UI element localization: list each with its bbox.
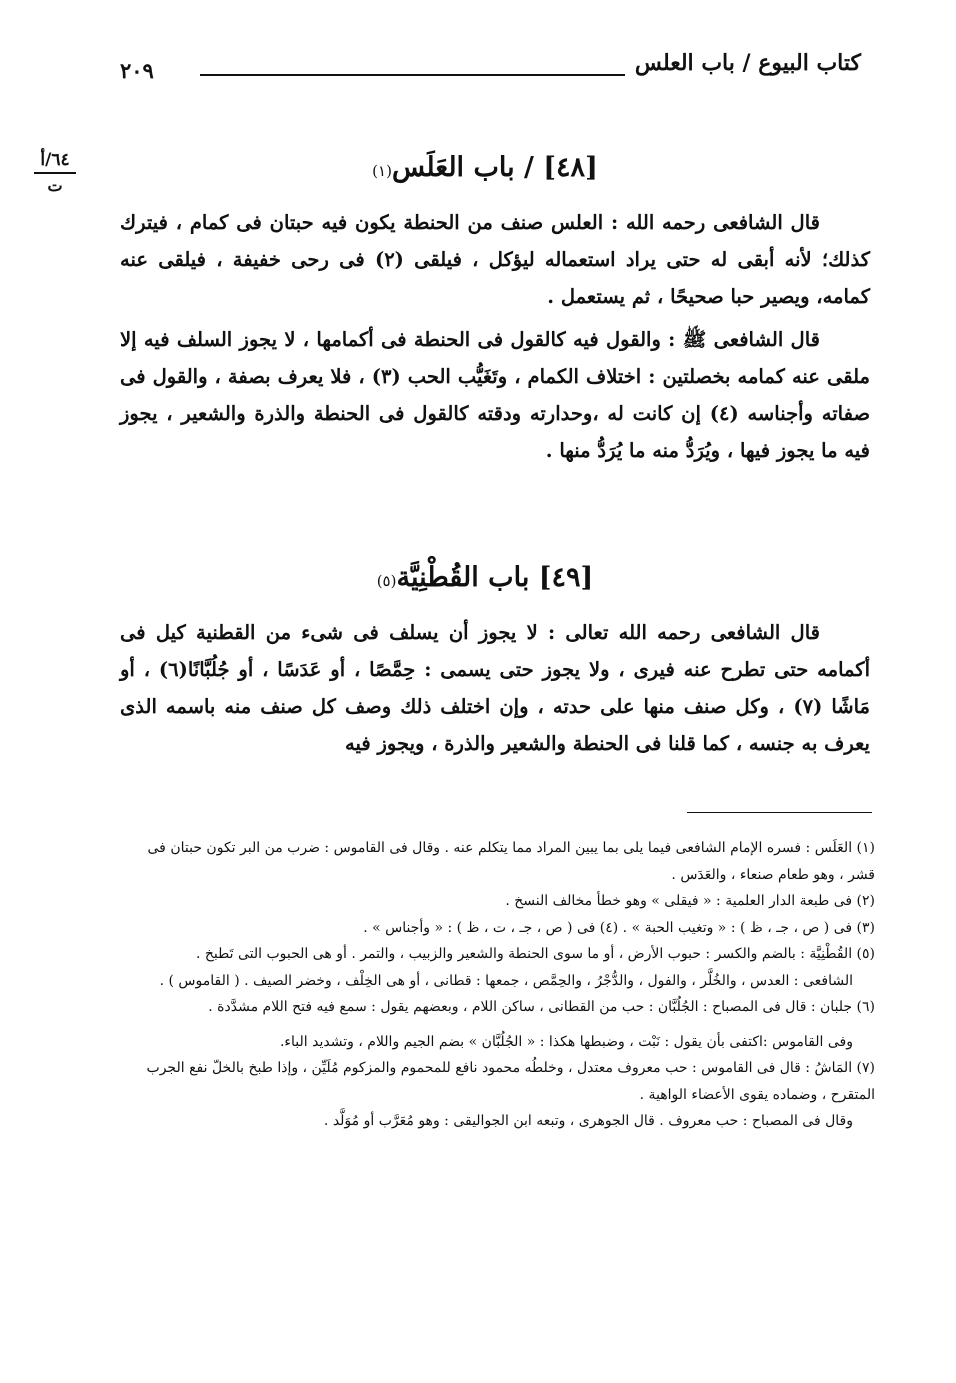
section-title-49-footnote-mark: (٥) bbox=[376, 572, 397, 590]
section-49-body bbox=[120, 614, 870, 762]
footnote-separator bbox=[687, 812, 872, 813]
section-title-48-text: [٤٨] / باب العَلَس bbox=[391, 152, 598, 183]
margin-folio-letter: ت bbox=[47, 176, 63, 195]
footnote-4: (٥) القُطْنِيَّة : بالضم والكسر : حبوب الأرض ، أو ما سوى الحنطة والشعير والزبيب ، والتمر . أو هى الحبوب التى تَطبخ . bbox=[195, 946, 875, 962]
footnote-2: (٢) فى طبعة الدار العلمية : « فيقلى » وهو خطأ مخالف النسخ . bbox=[505, 893, 875, 909]
footnote-7: وفى القاموس :اكتفى بأن يقول : نَبْت ، وضبطها هكذا : « الجُلُبَّان » بضم الجيم واللام ، وتشديد الباء. bbox=[279, 1033, 853, 1050]
margin-folio-number: ٦٤/أ bbox=[34, 150, 75, 174]
footnote-1: (١) العَلَس : فسره الإمام الشافعى فيما يلى بما يبين المراد مما يتكلم عنه . وقال فى القاموس : ضرب من البر تكون حبتان فى قشر ، وهو طعام صنعاء ، والعَدَس . bbox=[147, 840, 875, 883]
section-48-paragraph-1: قال الشافعى رحمه الله : العلس صنف من الحنطة يكون فيه حبتان فى كمام ، فيترك كذلك؛ لأنه أبقى له حتى يراد استعماله ليؤكل ، فيلقى (٢) فى رحى خفيفة ، فيلقى عنه كمامه، ويصير حبا صحيحًا ، ثم يستعمل . bbox=[120, 211, 870, 308]
page-number: ٢٠٩ bbox=[120, 58, 154, 83]
footnote-9: وقال فى المصباح : حب معروف . قال الجوهرى ، وتبعه ابن الجواليقى : وهو مُعَرَّب أو مُوَلَّد . bbox=[323, 1113, 853, 1129]
footnote-6: (٦) جلبان : قال فى المصباح : الجُلُبَّان : حب من القطانى ، ساكن اللام ، وبعضهم يقول : سمع فيه فتح اللام مشدَّدة . bbox=[208, 999, 875, 1015]
section-title-48 bbox=[100, 152, 870, 183]
footnote-8: (٧) المَاشُ : قال فى القاموس : حب معروف معتدل ، وخلطُه محمود نافع للمحموم والمزكوم مُلَيِّن ، وإذا طبخ بالخلّ نفع الجرب المتقرح ، وضماده يقوى الأعضاء الواهية . bbox=[146, 1060, 875, 1103]
section-48-body bbox=[120, 204, 870, 469]
footnote-3: (٣) فى ( ص ، جـ ، ظ ) : « وتغيب الحبة » . (٤) فى ( ص ، جـ ، ت ، ظ ) : « وأجناس » . bbox=[363, 919, 875, 936]
header-rule bbox=[200, 74, 625, 76]
section-title-48-footnote-mark: (١) bbox=[372, 162, 392, 180]
section-title-49-text: [٤٩] باب القُطْنِيَّة bbox=[396, 562, 594, 593]
margin-folio-note bbox=[20, 150, 90, 195]
footnotes bbox=[120, 835, 875, 1135]
section-48-paragraph-2: قال الشافعى ﷺ : والقول فيه كالقول فى الحنطة فى أكمامها ، لا يجوز السلف فيه إلا ملقى عنه كمامه بخصلتين : اختلاف الكمام ، وتَغَيُّب الحب (٣) ، فلا يعرف بصفة ، والقول فى صفاته وأجناسه (٤) إن كانت له ،وحدارته ودقته كالقول فى الحنطة والذرة والشعير ، يجوز فيه ما يجوز فيها ، ويُرَدُّ منه ما يُرَدُّ منها . bbox=[120, 328, 871, 462]
footnote-5: الشافعى : العدس ، والخُلَّر ، والفول ، والدُّجْرُ ، والحِمَّص ، جمعها : قطانى ، أو هى الخِلْف ، وخضر الصيف . ( القاموس ) . bbox=[159, 972, 853, 989]
section-title-49 bbox=[100, 562, 870, 593]
section-49-paragraph-1: قال الشافعى رحمه الله تعالى : لا يجوز أن يسلف فى شىء من القطنية كيل فى أكمامه حتى تطرح عنه فيرى ، ولا يجوز حتى يسمى : حِمَّصًا ، أو عَدَسًا ، أو جُلُبَّانًا(٦) ، أو مَاشًا (٧) ، وكل صنف منها على حدته ، وإن اختلف ذلك وصف كل صنف منه باسمه الذى يعرف به جنسه ، كما قلنا فى الحنطة والشعير والذرة ، ويجوز فيه bbox=[120, 621, 871, 755]
running-header-title: كتاب البيوع / باب العلس bbox=[634, 50, 861, 76]
